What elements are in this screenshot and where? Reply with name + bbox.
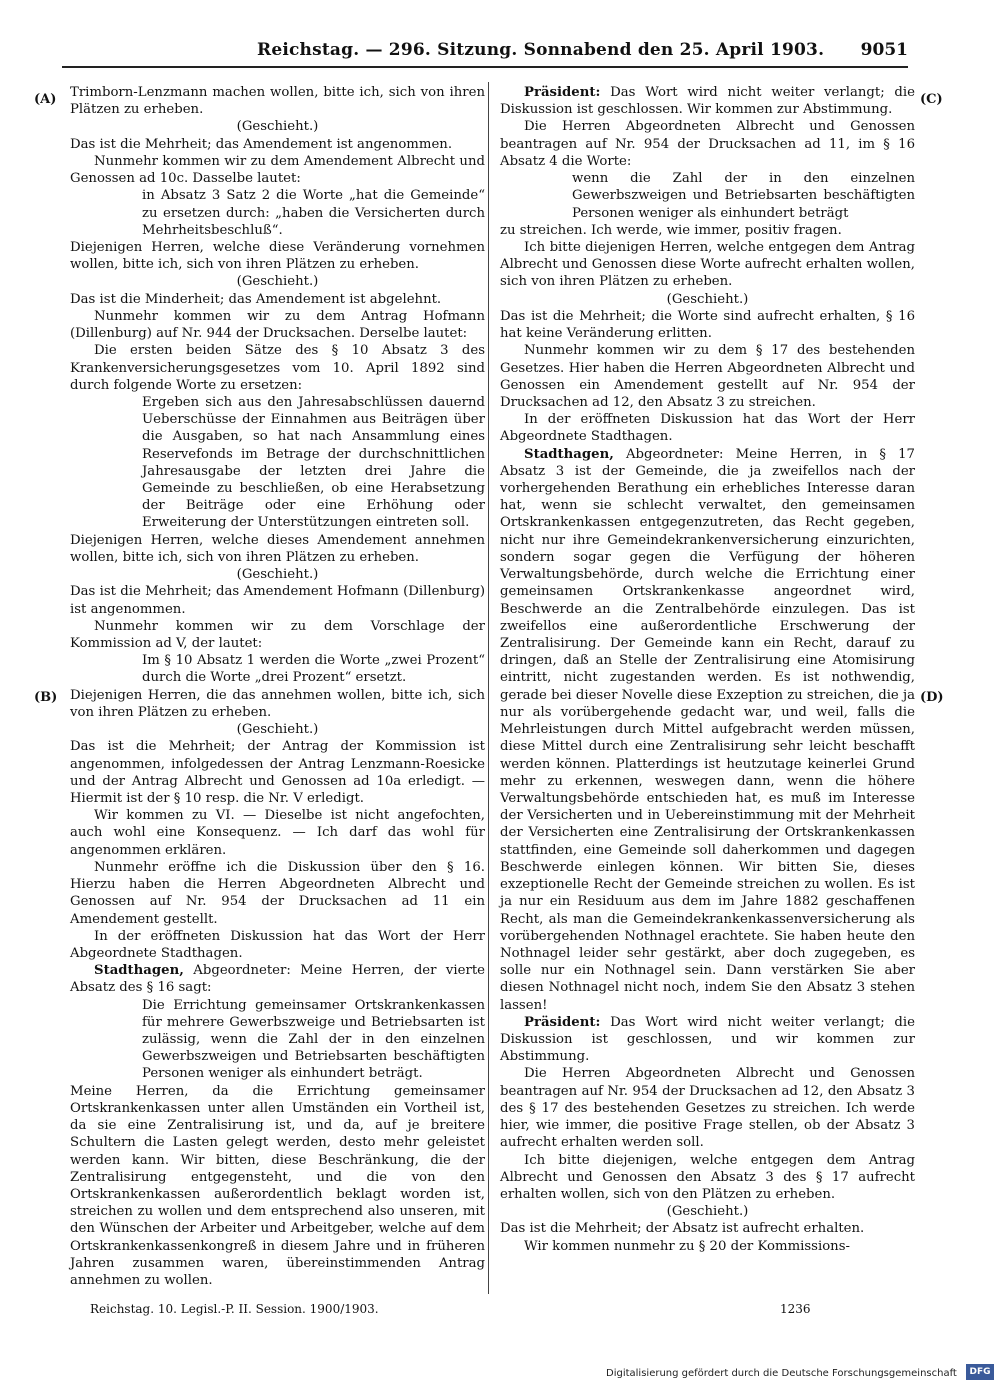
paragraph-text: in Absatz 3 Satz 2 die Worte „hat die Gemeinde“ zu ersetzen durch: „haben die Versicherten durch Mehrheitsbeschluß“. — [142, 188, 485, 238]
paragraph — [70, 118, 485, 135]
paragraph-text: Trimborn-Lenzmann machen wollen, bitte ich, sich von ihren Plätzen zu erheben. — [70, 85, 485, 118]
page-header — [62, 40, 908, 64]
paragraph — [70, 962, 485, 996]
header-rule — [62, 66, 908, 68]
paragraph — [70, 583, 485, 617]
paragraph-text: Nunmehr kommen wir zu dem Antrag Hofmann (Dillenburg) auf Nr. 944 der Drucksachen. Derselbe lautet: — [70, 308, 485, 342]
paragraph-text: Diejenigen Herren, welche diese Veränderung vornehmen wollen, bitte ich, sich von ihren Plätzen zu erheben. — [70, 239, 485, 273]
paragraph-text: Nunmehr kommen wir zu dem § 17 des bestehenden Gesetzes. Hier haben die Herren Abgeordneten Albrecht und Genossen ein Amendement gestellt auf Nr. 954 der Drucksachen ad 12, den Absatz 3 zu streichen. — [500, 343, 915, 410]
paragraph — [500, 222, 915, 239]
speaker-name: Stadthagen, — [524, 446, 614, 462]
paragraph — [70, 532, 485, 566]
paragraph — [500, 342, 915, 411]
paragraph-text: Diejenigen Herren, welche dieses Amendement annehmen wollen, bitte ich, sich von ihren Plätzen zu erheben. — [70, 532, 485, 565]
paragraph — [500, 1152, 915, 1204]
paragraph-text: Ich bitte diejenigen, welche entgegen dem Antrag Albrecht und Genossen den Absatz 3 des § 17 aufrecht erhalten wollen, sich von den Plätzen zu erheben. — [500, 1152, 915, 1202]
paragraph — [70, 308, 485, 342]
paragraph-text: Das ist die Mehrheit; der Absatz ist aufrecht erhalten. — [500, 1221, 865, 1237]
paragraph — [70, 291, 485, 308]
margin-marker-c: (C) — [920, 92, 943, 107]
paragraph — [70, 997, 485, 1083]
paragraph-text: Das ist die Minderheit; das Amendement ist abgelehnt. — [70, 291, 442, 307]
paragraph — [70, 687, 485, 721]
footer-session: Reichstag. 10. Legisl.-P. II. Session. 1900/1903. — [90, 1302, 379, 1316]
footer-number: 1236 — [780, 1302, 811, 1316]
paragraph — [70, 928, 485, 962]
paragraph — [70, 239, 485, 273]
paragraph — [70, 153, 485, 187]
paragraph-text: Das ist die Mehrheit; das Amendement Hofmann (Dillenburg) ist angenommen. — [70, 584, 485, 617]
paragraph — [70, 566, 485, 583]
paragraph — [500, 308, 915, 342]
paragraph-text: (Geschieht.) — [236, 722, 319, 738]
paragraph-text: Die ersten beiden Sätze des § 10 Absatz 3 des Krankenversicherungsgesetzes vom 10. April 1892 sind durch folgende Worte zu ersetzen: — [70, 343, 485, 393]
paragraph-text: In der eröffneten Diskussion hat das Wort der Herr Abgeordnete Stadthagen. — [70, 928, 485, 961]
paragraph-text: Ergeben sich aus den Jahresabschlüssen dauernd Ueberschüsse der Einnahmen aus Beiträgen über die Ausgaben, so hat nach Ansammlung eines Reservefonds im Betrage der durchschnittlichen Jahresausgabe der letzten drei Jahre die Gemeinde zu beschließen, ob eine Herabsetzung der Beiträge oder eine Erhöhung oder Erweiterung der Unterstützungen eintreten soll. — [142, 394, 485, 531]
paragraph — [70, 136, 485, 153]
paragraph — [500, 411, 915, 445]
paragraph — [70, 738, 485, 807]
paragraph-text: Im § 10 Absatz 1 werden die Worte „zwei Prozent“ durch die Worte „drei Prozent“ ersetzt. — [142, 653, 485, 686]
digitization-note: Digitalisierung gefördert durch die Deutsche Forschungsgemeinschaft — [606, 1368, 957, 1379]
paragraph — [70, 84, 485, 118]
speaker-name: Präsident: — [524, 1014, 601, 1030]
paragraph — [70, 721, 485, 738]
paragraph-text: (Geschieht.) — [666, 291, 749, 307]
paragraph-text: (Geschieht.) — [236, 274, 319, 290]
paragraph-text: Das ist die Mehrheit; der Antrag der Kommission ist angenommen, infolgedessen der Antrag Lenzmann-Roesicke und der Antrag Albrecht und Genossen ad 10a erledigt. — Hiermit ist der § 10 resp. die Nr. V erledigt. — [70, 739, 485, 806]
paragraph — [500, 118, 915, 170]
paragraph — [500, 1238, 915, 1255]
paragraph — [70, 1083, 485, 1290]
paragraph-text: Die Herren Abgeordneten Albrecht und Genossen beantragen auf Nr. 954 der Drucksachen ad 12, den Absatz 3 des § 17 des bestehenden Gesetzes zu streichen. Ich werde hier, wie immer, die positive Frage stellen, ob der Absatz 3 aufrecht erhalten werden soll. — [500, 1066, 915, 1151]
margin-marker-d: (D) — [920, 690, 944, 705]
paragraph — [70, 273, 485, 290]
dfg-logo: DFG — [966, 1364, 994, 1380]
paragraph-text: Nunmehr kommen wir zu dem Vorschlage der Kommission ad V, der lautet: — [70, 618, 485, 651]
paragraph-text: Das Wort wird nicht weiter verlangt; die Diskussion ist geschlossen, und wir kommen zur Abstimmung. — [500, 1014, 915, 1065]
paragraph — [500, 1203, 915, 1220]
paragraph-text: zu streichen. Ich werde, wie immer, positiv fragen. — [500, 222, 842, 238]
paragraph-text: Wir kommen nunmehr zu § 20 der Kommissions- — [524, 1238, 850, 1254]
paragraph-text: Abgeordneter: Meine Herren, der vierte Absatz des § 16 sagt: — [70, 963, 485, 996]
paragraph — [500, 84, 915, 118]
paragraph-text: (Geschieht.) — [666, 1204, 749, 1220]
paragraph — [70, 859, 485, 928]
paragraph — [500, 446, 915, 1014]
paragraph-text: Die Herren Abgeordneten Albrecht und Genossen beantragen auf Nr. 954 der Drucksachen ad 11, im § 16 Absatz 4 die Worte: — [500, 119, 915, 169]
paragraph-text: Nunmehr kommen wir zu dem Amendement Albrecht und Genossen ad 10c. Dasselbe lautet: — [70, 153, 485, 187]
paragraph-text: Meine Herren, da die Errichtung gemeinsamer Ortskrankenkassen unter allen Umständen ein Vortheil ist, da sie eine Zentralisirung ist, und da, auf je breitere Schultern die Lasten gelegt werden, desto mehr geleistet werden kann. Wir bitten, diese Beschränkung, die der Zentralisirung entgegensteht, und die von den Ortskrankenkassen außerordentlich beklagt worden ist, streichen zu wollen und dem entsprechend also unseren, mit den Wünschen der Arbeiter und Arbeitgeber, welche auf dem Ortskrankenkassenkongreß in diesem Jahre und in früheren Jahren zusammen waren, übereinstimmenden Antrag annehmen zu wollen. — [70, 1083, 485, 1289]
paragraph-text: Das ist die Mehrheit; die Worte sind aufrecht erhalten, § 16 hat keine Veränderung erlitten. — [500, 308, 915, 342]
paragraph-text: wenn die Zahl der in den einzelnen Gewerbszweigen und Betriebsarten beschäftigten Personen weniger als einhundert beträgt — [572, 171, 915, 221]
paragraph-text: Das ist die Mehrheit; das Amendement ist angenommen. — [70, 136, 453, 152]
column-divider — [488, 82, 489, 1294]
paragraph — [70, 342, 485, 394]
paragraph — [70, 394, 485, 532]
paragraph — [70, 652, 485, 686]
paragraph — [500, 170, 915, 222]
paragraph — [500, 1014, 915, 1066]
paragraph-text: Die Errichtung gemeinsamer Ortskrankenkassen für mehrere Gewerbszweige und Betriebsarten ist zulässig, wenn die Zahl der in den einzelnen Gewerbszweigen und Betriebsarten beschäftigten Personen weniger als einhundert beträgt. — [142, 997, 485, 1082]
left-column — [70, 84, 485, 1289]
paragraph — [500, 291, 915, 308]
margin-marker-b: (B) — [34, 690, 58, 705]
paragraph — [500, 239, 915, 291]
header-title: Reichstag. — 296. Sitzung. Sonnabend den 25. April 1903. — [257, 40, 825, 60]
paragraph-text: (Geschieht.) — [236, 119, 319, 135]
paragraph-text: Nunmehr eröffne ich die Diskussion über den § 16. Hierzu haben die Herren Abgeordneten Albrecht und Genossen auf Nr. 954 der Drucksachen ad 11 ein Amendement gestellt. — [70, 859, 485, 927]
paragraph — [500, 1220, 915, 1237]
page-number: 9051 — [860, 40, 908, 60]
paragraph — [500, 1065, 915, 1151]
paragraph-text: Diejenigen Herren, die das annehmen wollen, bitte ich, sich von ihren Plätzen zu erheben. — [70, 687, 485, 720]
paragraph — [70, 807, 485, 859]
margin-marker-a: (A) — [34, 92, 57, 107]
speaker-name: Präsident: — [524, 85, 601, 100]
paragraph-text: Ich bitte diejenigen Herren, welche entgegen dem Antrag Albrecht und Genossen diese Worte aufrecht erhalten wollen, sich von ihren Plätzen zu erheben. — [500, 239, 915, 290]
paragraph-text: Das Wort wird nicht weiter verlangt; die Diskussion ist geschlossen. Wir kommen zur Abstimmung. — [500, 85, 915, 118]
paragraph-text: (Geschieht.) — [236, 567, 319, 583]
paragraph-text: Abgeordneter: Meine Herren, in § 17 Absatz 3 ist der Gemeinde, die ja zweifellos nach der vorhergehenden Berathung ein erhebliches Interesse daran hat, wenn sie schlecht verwaltet, den gemeinsamen Ortskrankenkassen entgegenzutreten, das Recht gegeben, nicht nur ihre Gemeindekrankenversicherung einzurichten, sondern sogar gegen die Verfügung der höheren Verwaltungsbehörde, durch welche die Errichtung einer gemeinsamen Ortskrankenkasse angeordnet wird, Beschwerde an die Zentralbehörde einzulegen. Das ist zweifellos eine außerordentliche Erschwerung der Zentralisirung. Der Gemeinde kann ein Recht, darauf zu dringen, daß an Stelle der Zentralisirung eine Atomisirung eintritt, nicht zugestanden werden. Es ist nothwendig, gerade bei dieser Novelle diese Exzeption zu streichen, die ja nur als vorübergehende gedacht war, und weil, falls die Mehrleistungen durch Mittel aufgebracht werden müssen, diese Mittel durch eine Zentralisirung sehr leicht beschafft werden können. Platterdings ist heutzutage keinerlei Grund mehr zu erkennen, weswegen dann, wenn die höhere Verwaltungsbehörde entschieden hat, es muß im Interesse der Versicherten und in Uebereinstimmung mit der Mehrheit der Versicherten eine Zentralisirung der Ortskrankenkassen stattfinden, eine Gemeinde soll daherkommen und dagegen Beschwerde einlegen können. Wir bitten Sie, dieses exzeptionelle Recht der Gemeinde streichen zu wollen. Es ist ja nur ein Residuum aus dem im Jahre 1882 geschaffenen Recht, als man die Gemeindekrankenkassenversicherung als vorübergehenden Nothnagel erachtete. Sie haben heute den Nothnagel leider sehr gestärkt, aber doch zugegeben, es solle nur ein Nothnagel sein. Dann verstärken Sie aber diesen Nothnagel nicht noch, indem Sie den Absatz 3 stehen lassen! — [500, 446, 915, 1013]
paragraph — [70, 187, 485, 239]
paragraph — [70, 618, 485, 652]
right-column — [500, 84, 915, 1255]
paragraph-text: In der eröffneten Diskussion hat das Wort der Herr Abgeordnete Stadthagen. — [500, 412, 915, 445]
speaker-name: Stadthagen, — [94, 963, 184, 979]
paragraph-text: Wir kommen zu VI. — Dieselbe ist nicht angefochten, auch wohl eine Konsequenz. — Ich darf das wohl für angenommen erklären. — [70, 808, 485, 858]
